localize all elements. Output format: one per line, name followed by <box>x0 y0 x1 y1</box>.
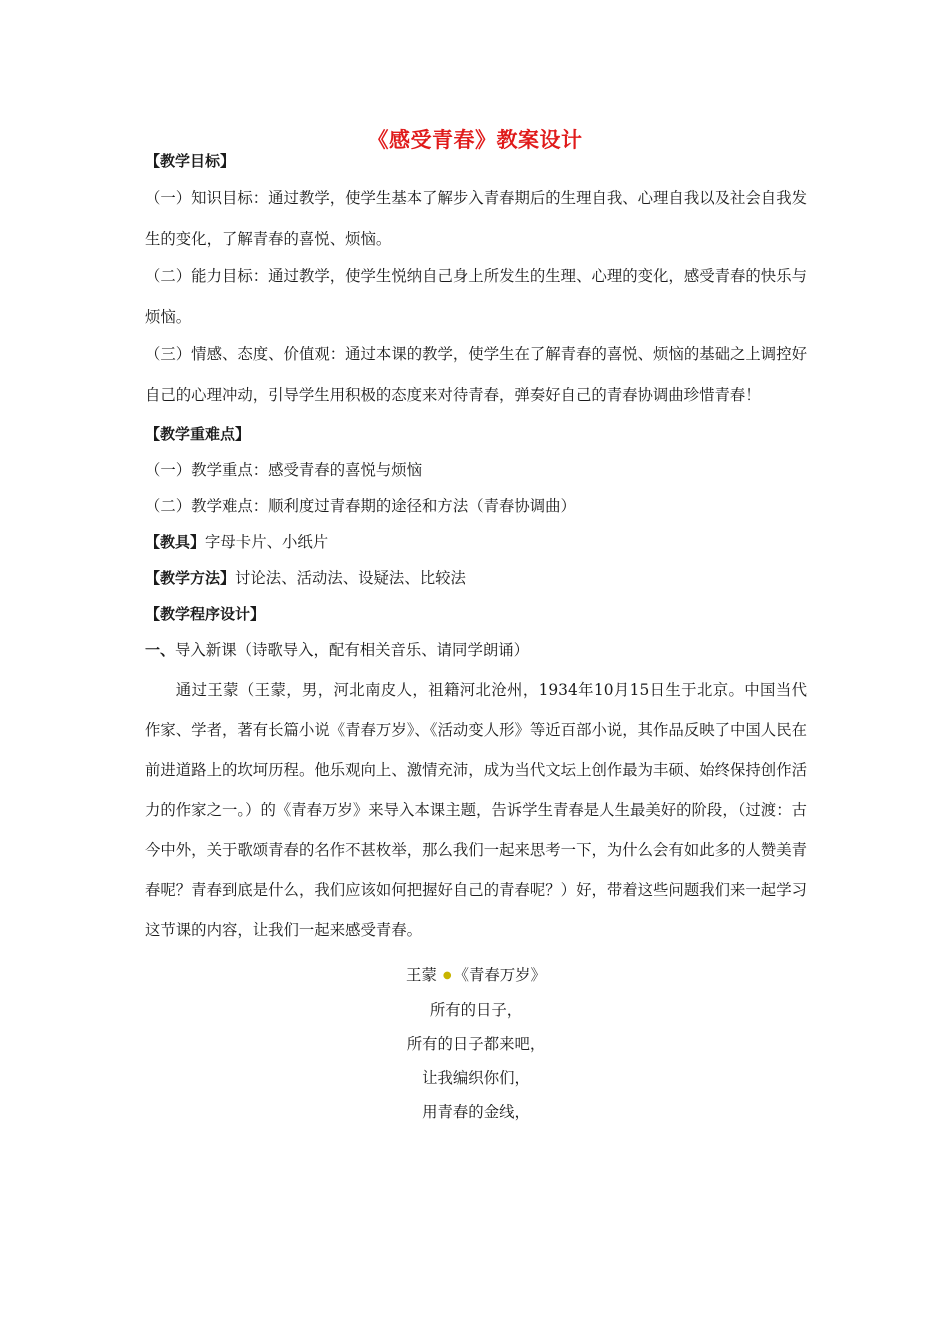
tools-text: 字母卡片、小纸片 <box>205 533 329 551</box>
methods-line <box>145 560 807 596</box>
poem-line: 所有的日子， <box>429 1001 523 1019</box>
methods-text: 讨论法、活动法、设疑法、比较法 <box>235 569 466 587</box>
objective-knowledge <box>145 178 807 260</box>
poem-byline <box>145 958 807 993</box>
poem-line: 让我编织你们， <box>422 1069 530 1087</box>
poem-line: 用青春的金线， <box>422 1103 530 1121</box>
dot-marker: ● <box>442 970 452 981</box>
objectives-heading: 【教学目标】 <box>145 152 236 170</box>
procedure-heading: 【教学程序设计】 <box>145 605 266 623</box>
key-point-focus: （一）教学重点：感受青春的喜悦与烦恼 <box>145 461 423 479</box>
tools-label: 【教具】 <box>145 533 206 551</box>
section-1-text: 导入新课（诗歌导入，配有相关音乐、请同学朗诵） <box>175 641 530 659</box>
poem-line: 所有的日子都来吧， <box>406 1035 546 1053</box>
poem-work: 《青春万岁》 <box>453 966 546 984</box>
document-title: 《感受青春》教案设计 <box>367 128 583 152</box>
tools-line <box>145 524 807 560</box>
section-1-label: 一、 <box>145 641 176 659</box>
poem-author: 王蒙 <box>406 966 437 984</box>
poem <box>145 958 807 1129</box>
objective-emotion <box>145 334 807 416</box>
document-body <box>145 148 807 1129</box>
objective-emotion-text: （三）情感、态度、价值观：通过本课的教学，使学生在了解青春的喜悦、烦恼的基础之上调控好自己的心理冲动，引导学生用积极的态度来对待青春，弹奏好自己的青春协调曲珍惜青春！ <box>145 345 807 404</box>
intro-paragraph: 通过王蒙（王蒙，男，河北南皮人，祖籍河北沧州，1934年10月15日生于北京。中国当代作家、学者，著有长篇小说《青春万岁》、《活动变人形》等近百部小说，其作品反映了中国人民在前进道路上的坎坷历程。他乐观向上、激情充沛，成为当代文坛上创作最为丰硕、始终保持创作活力的作家之一。）的《青春万岁》来导入本课主题，告诉学生青春是人生最美好的阶段，（过渡：古今中外，关于歌颂青春的名作不甚枚举，那么我们一起来思考一下，为什么会有如此多的人赞美青春呢？青春到底是什么，我们应该如何把握好自己的青春呢？）好，带着这些问题我们来一起学习这节课的内容，让我们一起来感受青春。 <box>145 681 807 939</box>
objective-knowledge-text: （一）知识目标：通过教学，使学生基本了解步入青春期后的生理自我、心理自我以及社会自我发生的变化，了解青春的喜悦、烦恼。 <box>145 189 807 248</box>
key-points-heading: 【教学重难点】 <box>145 425 251 443</box>
objective-ability-text: （二）能力目标：通过教学，使学生悦纳自己身上所发生的生理、心理的变化，感受青春的快乐与烦恼。 <box>145 267 807 326</box>
key-point-difficulty: （二）教学难点：顺利度过青春期的途径和方法（青春协调曲） <box>145 497 576 515</box>
methods-label: 【教学方法】 <box>145 569 236 587</box>
objective-ability <box>145 256 807 338</box>
section-1-line <box>145 632 807 668</box>
